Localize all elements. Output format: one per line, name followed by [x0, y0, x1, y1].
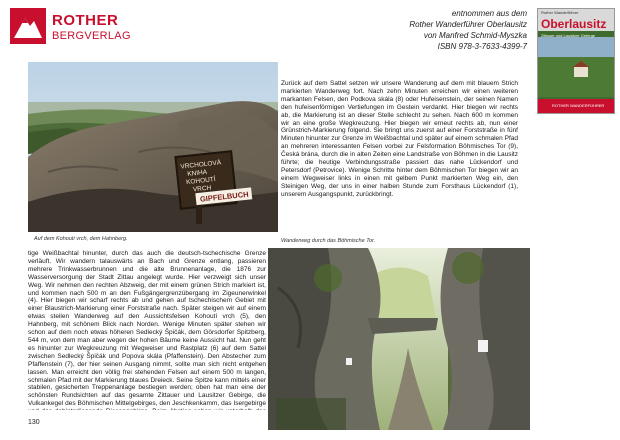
summit-photo-image [28, 62, 278, 232]
text-column-right [281, 80, 518, 235]
publisher-logo [10, 8, 150, 48]
cover-series: Rother Wanderführer [541, 10, 579, 15]
sign-text: GIPFELBUCH [199, 189, 249, 204]
cover-subtitle: Zittauer und Lausitzer Gebirge [541, 33, 596, 38]
credit-line: Rother Wanderführer Oberlausitz [409, 20, 527, 29]
text-column-left [28, 250, 266, 410]
mountain-logo-icon [10, 8, 46, 44]
sign-text: VRCHOLOVÁ [180, 159, 222, 171]
brand-name: ROTHER [52, 12, 119, 29]
cover-band-text: ROTHER WANDERFÜHRER [552, 103, 605, 108]
credit-line: von Manfred Schmid-Myszka [423, 31, 527, 40]
credit-line: entnommen aus dem [451, 9, 527, 18]
cover-title: Oberlausitz [541, 17, 607, 31]
credit-line: ISBN 978-3-7633-4399-7 [437, 42, 527, 51]
cover-house [574, 67, 588, 77]
rock-gate-photo [268, 248, 530, 430]
sign-text: VRCH [192, 184, 212, 194]
page-number: 130 [28, 419, 40, 426]
photo-caption: Auf dem Kohouti vrch, dem Hahnberg. [34, 236, 128, 242]
sign-text: KOHOUTÍ [185, 176, 216, 187]
brand-sub: BERGVERLAG [52, 30, 131, 42]
body-paragraph: tige Weißbachtal hinunter, durch das auch die deutsch-tschechische Grenze verläuft. Wir wandern talauswärts an Bach und Grenze entlang, passieren mehrere Trinkwasserbrunnen und die alte Brunnenanlage, die 1876 zur Wasserversorgung der Stadt Zittau angelegt wurde. Hier verzweigt sich unser Weg. Wir nehmen den rechten Abzweig, der mit einem grünen Strich markiert ist, und kommen nach 500 m an den Fußgängergrenzübergang im Zigeunerwinkel (4). Hier biegen wir scharf rechts ab und gehen auf tschechischem Gebiet mit einer Blaustrich-Markierung einer Forststraße nach. Später steigen wir auf einem etwas steilen Wanderweg auf den Aussichtsfelsen Kohoutí vrch (5), den Hahnberg, mit schönem Blick nach Norden. Wenige Minuten später stehen wir schon auf dem noch etwas höheren Sedlecký Špičák, dem Görsdorfer Spitzberg, 544 m, von dem man aber wegen der hohen Bäume keine Aussicht hat. Nun geht es hinunter zur Wegkreuzung mit Wegweiser und Rastplatz (6) auf dem Sattel zwischen Sedlecký Špičák und Popova skála (Pfaffenstein). Den Abstecher zum Pfaffenstein (7), der hier seinen Ausgang nimmt, sollte man sich nicht entgehen lassen. Man erreicht den völlig frei stehenden Felsen auf einem 500 m langen, schmalen Pfad mit der Markierung blaues Dreieck. Seine Spitze kann mittels einer stabilen, gesicherten Treppenanlage bestiegen werden; oben hat man eine der schönsten Rundsichten auf das gesamte Zittauer und Lausitzer Gebirge, die Vulkankegel des Böhmischen Mittelgebirges, den Jeschkenkamm, das Isergebirge [28, 250, 266, 408]
photo-caption: Wanderweg durch das Böhmische Tor. [281, 238, 376, 244]
rock-gate-photo-image [268, 248, 530, 430]
summit-photo [28, 62, 278, 232]
body-paragraph: Zurück auf dem Sattel setzen wir unsere Wanderung auf dem mit blauem Strich markierten Wanderweg fort. Nach zehn Minuten erreichen wir einen weiteren markanten Felsen, den Podkova skála (8) oder Hufeisenstein, der seinen Namen den hufeisenförmigen Vertiefungen im Gestein verdankt. Hier biegen wir rechts ab, die Markierung ist an dieser Stelle schlecht zu sehen. Nach 600 m kommen wir an eine große Wegkreuzung. Hier biegen wir erneut rechts ab, nun einer Grünstrich-Markierung folgend. Sie bringt uns zuerst auf einer Forststraße in fünf Minuten hinunter zur Grenze im Weißbachtal und später auf einem schmalen Pfad an mehreren interessanten Felsen vorbei zur Felsformation Böhmisches Tor (9), Česká brána, durch die in alten Zeiten eine Landstraße von Böhmen in die Lausitz führte; die heutige Verbindungsstraße passiert das nahe Lückendorf und Petersdorf (Petrovice). Wenige Schritte hinter dem Böhmischen Tor biegen wir an einem Wegweiser links in einen mit gelbem Punkt markierten Weg ein, den Steinigen Weg, der uns in einer halben Stunde zum Forsthaus Lückendorf (1), unserem Ausgangspunkt, zurückbringt. [281, 80, 518, 198]
source-credit [307, 8, 527, 52]
book-cover[interactable] [537, 8, 615, 114]
sign-text: KNIHA [186, 168, 208, 178]
